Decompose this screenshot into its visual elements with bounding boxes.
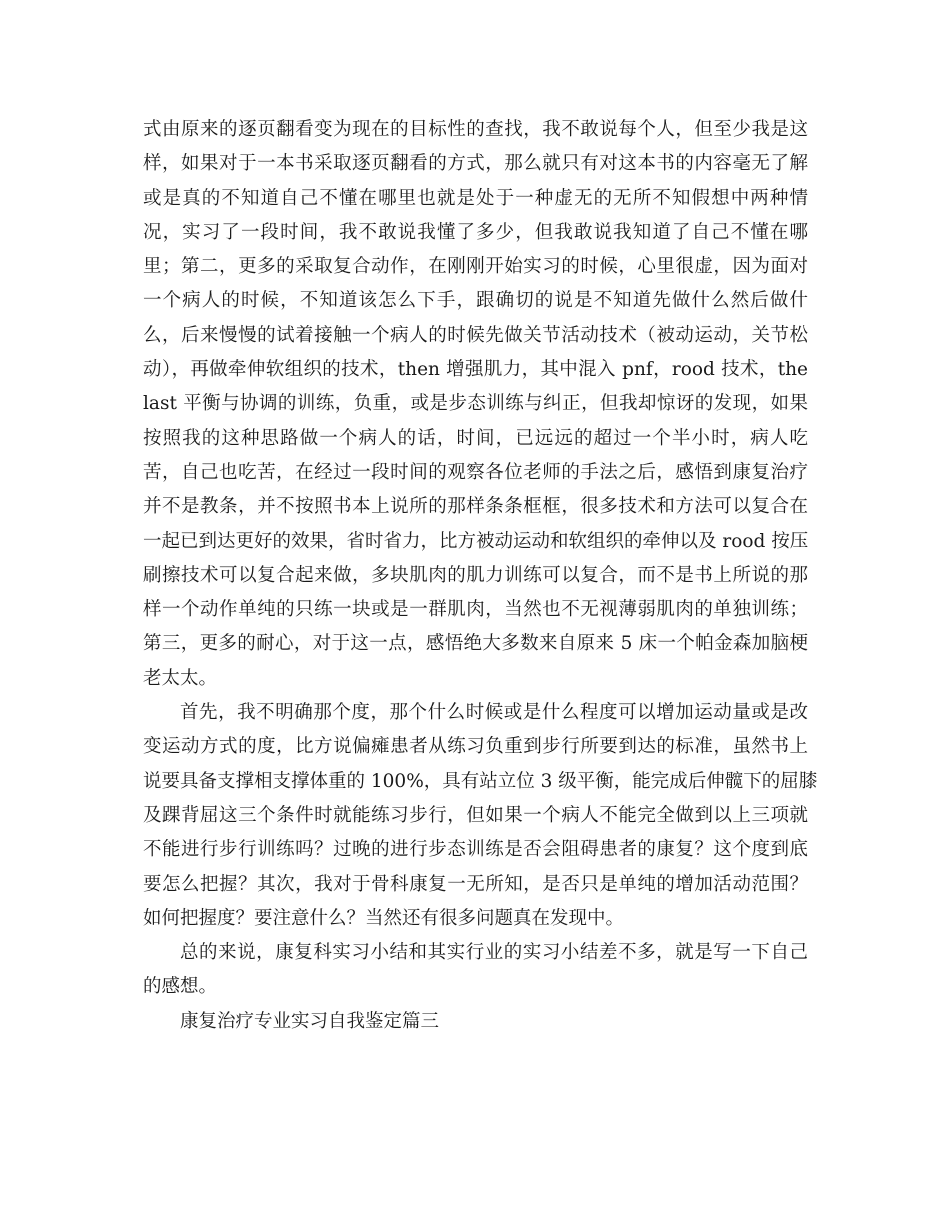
text-line: 老太太。 [143,667,218,689]
text-line: 变运动方式的度，比方说偏瘫患者从练习负重到步行所要到达的标准，虽然书上 [143,736,808,758]
text-line: 一起已到达更好的效果，省时省力，比方被动运动和软组织的牵伸以及 rood 按压 [143,530,809,552]
text-line: 或是真的不知道自己不懂在哪里也就是处于一种虚无的无所不知假想中两种情 [143,187,808,209]
heading-text: 康复治疗专业实习自我鉴定篇三 [180,1010,440,1032]
text-line: 第三，更多的耐心，对于这一点，感悟绝大多数来自原来 5 床一个帕金森加脑梗 [143,633,808,655]
text-line: 样，如果对于一本书采取逐页翻看的方式，那么就只有对这本书的内容毫无了解 [143,153,808,175]
text-line: 按照我的这种思路做一个病人的话，时间，已远远的超过一个半小时，病人吃 [143,427,808,449]
text-line: 一个病人的时候，不知道该怎么下手，跟确切的说是不知道先做什么然后做什 [143,290,808,312]
text-line: 不能进行步行训练吗？过晚的进行步态训练是否会阻碍患者的康复？这个度到底 [143,839,808,861]
text-line: 样一个动作单纯的只练一块或是一群肌肉，当然也不无视薄弱肌肉的单独训练； [143,599,808,621]
text-line: 么，后来慢慢的试着接触一个病人的时候先做关节活动技术（被动运动，关节松 [143,324,808,346]
text-line: 式由原来的逐页翻看变为现在的目标性的查找，我不敢说每个人，但至少我是这 [143,119,808,140]
text-line: 首先，我不明确那个度，那个什么时候或是什么程度可以增加运动量或是改 [180,702,808,724]
paragraph-2 [143,696,818,936]
paragraph-1 [143,113,808,696]
text-line: 及踝背屈这三个条件时就能练习步行，但如果一个病人不能完全做到以上三项就 [143,804,808,826]
paragraph-3 [143,936,808,1005]
document-body [143,113,818,1039]
text-line: 要怎么把握？其次，我对于骨科康复一无所知，是否只是单纯的增加活动范围？ [143,873,808,895]
text-line: 的感想。 [143,976,218,998]
text-line: 里；第二，更多的采取复合动作，在刚刚开始实习的时候，心里很虚，因为面对 [143,256,808,278]
text-line: last 平衡与协调的训练，负重，或是步态训练与纠正，但我却惊讶的发现，如果 [143,393,808,415]
text-line: 况，实习了一段时间，我不敢说我懂了多少，但我敢说我知道了自己不懂在哪 [143,221,808,243]
text-line: 总的来说，康复科实习小结和其实行业的实习小结差不多，就是写一下自己 [180,942,808,964]
text-line: 如何把握度？要注意什么？当然还有很多问题真在发现中。 [143,907,625,929]
text-line: 苦，自己也吃苦，在经过一段时间的观察各位老师的手法之后，感悟到康复治疗 [143,461,808,483]
section-heading [143,1005,808,1039]
text-line: 动），再做牵伸软组织的技术，then 增强肌力，其中混入 pnf，rood 技术，the [143,359,808,381]
text-line: 刷擦技术可以复合起来做，多块肌肉的肌力训练可以复合，而不是书上所说的那 [143,564,808,586]
text-line: 说要具备支撑相支撑体重的 100%，具有站立位 3 级平衡，能完成后伸髋下的屈膝 [143,770,818,792]
text-line: 并不是教条，并不按照书本上说所的那样条条框框，很多技术和方法可以复合在 [143,496,808,518]
